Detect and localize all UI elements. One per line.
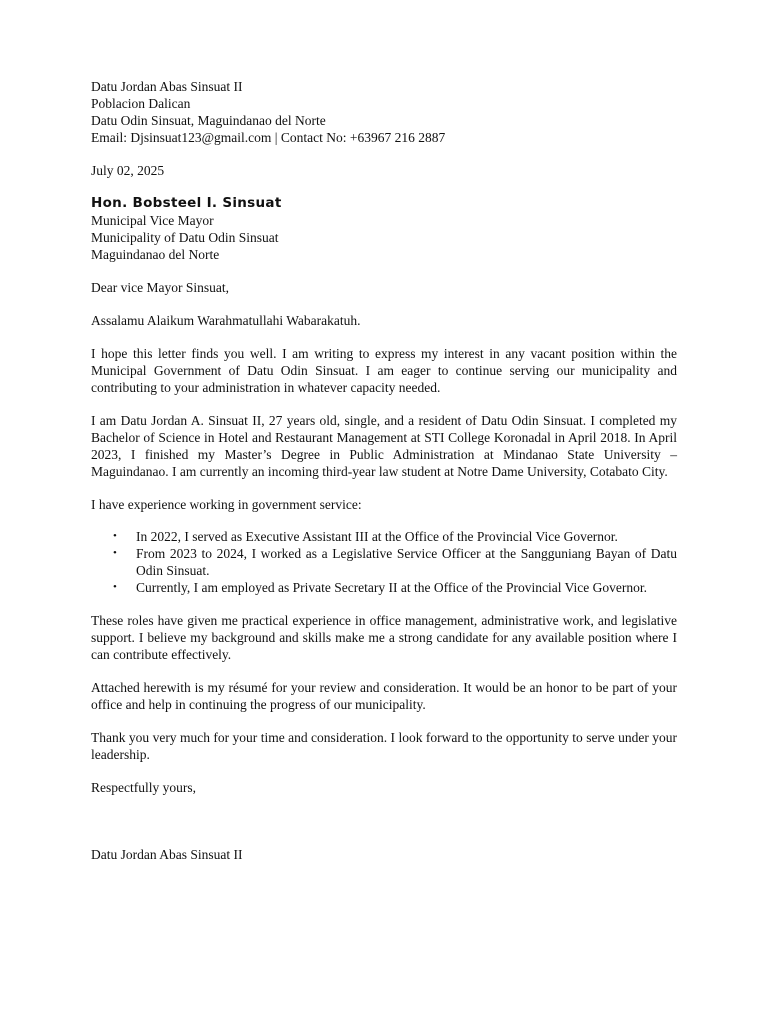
paragraph-attachment: Attached herewith is my résumé for your review and consideration. It would be an honor to be part of your office and help in continuing the progress of our municipality.: [91, 680, 677, 712]
list-item-text: From 2023 to 2024, I worked as a Legislative Service Officer at the Sangguniang Bayan of Datu Odin Sinsuat.: [136, 546, 677, 578]
bullet-icon: •: [113, 547, 117, 559]
paragraph-thanks: Thank you very much for your time and consideration. I look forward to the opportunity to serve under your leadership.: [91, 730, 677, 762]
recipient-province: Maguindanao del Norte: [91, 247, 220, 262]
sender-block: [91, 78, 677, 146]
paragraph-experience-intro: I have experience working in government service:: [91, 497, 362, 512]
list-item: [113, 579, 677, 596]
closing: Respectfully yours,: [91, 780, 196, 795]
letter-date: July 02, 2025: [91, 163, 165, 178]
signature-name: Datu Jordan Abas Sinsuat II: [91, 847, 243, 862]
paragraph-qualifications: These roles have given me practical experience in office management, administrative work, and legislative support. I believe my background and skills make me a strong candidate for any available position where I can contribute effectively.: [91, 613, 677, 662]
sender-contact: Email: Djsinsuat123@gmail.com | Contact No: +63967 216 2887: [91, 130, 446, 145]
sender-address-line-2: Datu Odin Sinsuat, Maguindanao del Norte: [91, 113, 326, 128]
sender-address-line-1: Poblacion Dalican: [91, 96, 191, 111]
paragraph-background: I am Datu Jordan A. Sinsuat II, 27 years old, single, and a resident of Datu Odin Sinsuat. I completed my Bachelor of Science in Hotel and Restaurant Management at STI College Koronadal in April 2018. In April 2023, I finished my Master’s Degree in Public Administration at Mindanao State University – Maguindanao. I am currently an incoming third-year law student at Notre Dame University, Cotabato City.: [91, 413, 677, 479]
list-item-text: Currently, I am employed as Private Secretary II at the Office of the Provincial Vice Governor.: [136, 580, 648, 595]
recipient-office: Municipality of Datu Odin Sinsuat: [91, 230, 279, 245]
list-item: [113, 545, 677, 579]
letter-body: [91, 78, 677, 863]
list-item-text: In 2022, I served as Executive Assistant III at the Office of the Provincial Vice Governor.: [136, 529, 618, 544]
paragraph-intro: I hope this letter finds you well. I am writing to express my interest in any vacant position within the Municipal Government of Datu Odin Sinsuat. I am eager to continue serving our municipality and contributing to your administration in whatever capacity needed.: [91, 346, 677, 395]
experience-list: [91, 528, 677, 596]
recipient-block: [91, 195, 677, 263]
list-item: [113, 528, 677, 545]
recipient-name: Hon. Bobsteel I. Sinsuat: [91, 195, 282, 211]
bullet-icon: •: [113, 581, 117, 593]
greeting: Assalamu Alaikum Warahmatullahi Wabarakatuh.: [91, 313, 361, 328]
sender-name: Datu Jordan Abas Sinsuat II: [91, 79, 243, 94]
recipient-title: Municipal Vice Mayor: [91, 213, 214, 228]
bullet-icon: •: [113, 530, 117, 542]
salutation: Dear vice Mayor Sinsuat,: [91, 280, 229, 295]
